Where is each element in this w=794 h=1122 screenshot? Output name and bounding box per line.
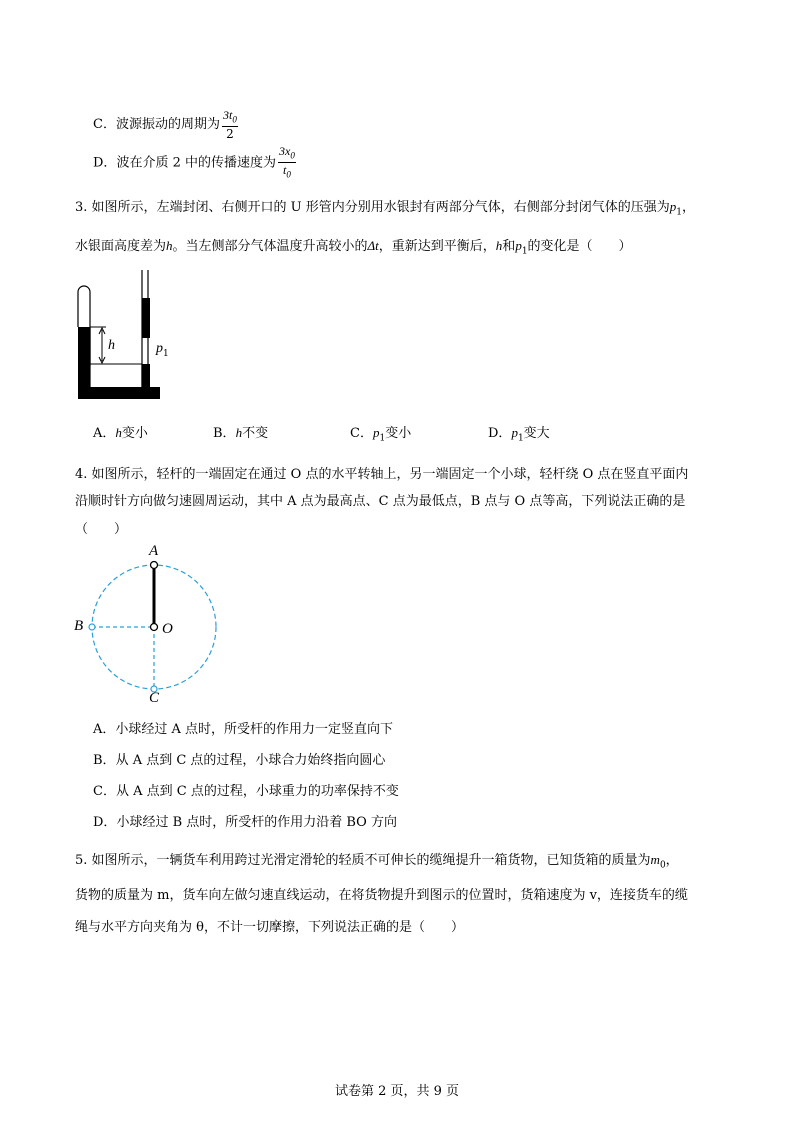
fig-p1-label	[156, 340, 169, 359]
q3-stem-line2	[75, 235, 632, 257]
mercury-right-upper	[142, 298, 150, 338]
q4-option-b	[93, 749, 385, 768]
var: p	[156, 341, 163, 356]
subscript: 1	[517, 433, 524, 444]
var: Δt	[367, 238, 379, 253]
page-footer: 试卷第 2 页，共 9 页	[334, 1084, 460, 1099]
q3-stem-line1	[75, 196, 695, 218]
fraction	[278, 144, 296, 182]
q3-option-d	[488, 422, 550, 444]
u-tube-figure	[70, 262, 190, 402]
var: p	[372, 425, 380, 440]
var: p	[669, 199, 677, 214]
option-label: D．	[488, 426, 512, 441]
subscript: 1	[676, 207, 682, 218]
q3-option-a	[93, 422, 148, 441]
point-b	[89, 624, 95, 630]
fig-label-a: A	[149, 543, 159, 559]
option-label: D．	[93, 815, 117, 830]
q3-option-b	[213, 422, 268, 441]
option-label: A．	[93, 722, 116, 737]
subscript: 0	[659, 860, 666, 871]
option-text: 小球经过 A 点时，所受杆的作用力一定竖直向下	[115, 722, 394, 737]
option-text: 从 A 点到 C 点的过程，小球合力始终指向圆心	[115, 753, 386, 768]
q4-option-c	[93, 780, 399, 799]
var: m	[650, 852, 660, 867]
subscript: 1	[163, 348, 169, 359]
option-label: C．	[350, 426, 373, 441]
stem-text: ，重新达到平衡后，	[378, 239, 496, 254]
option-text: 变小	[121, 426, 148, 441]
var: p	[511, 425, 518, 440]
option-text: 变大	[523, 426, 550, 441]
q4-stem-line3: （ ）	[75, 522, 128, 537]
option-label: B．	[213, 426, 236, 441]
subscript: 0	[290, 150, 295, 161]
fraction-denominator: 2	[226, 127, 234, 142]
fig-label-c: C	[149, 690, 160, 706]
fig-label-o: O	[162, 621, 173, 637]
stem-text: 和	[502, 239, 516, 254]
stem-text: 5. 如图所示，一辆货车利用跨过光滑定滑轮的轻质不可伸长的缆绳提升一箱货物，已知货箱的质量为	[75, 853, 651, 868]
option-label: C．	[93, 784, 116, 799]
stem-text: 的变化是（ ）	[527, 239, 632, 254]
stem-text: 水银面高度差为	[75, 239, 167, 254]
q5-stem-line1	[75, 849, 679, 871]
option-text: 小球经过 B 点时，所受杆的作用力沿着 BO 方向	[116, 815, 397, 830]
q5-stem-line3: 绳与水平方向夹角为 θ，不计一切摩擦，下列说法正确的是（ ）	[75, 920, 464, 935]
option-label: A．	[93, 426, 116, 441]
pivot-o	[151, 624, 158, 631]
circle-figure	[84, 556, 226, 698]
stem-text: 3. 如图所示，左端封闭、右侧开口的 U 形管内分别用水银封有两部分气体，右侧部分封闭气体的压强为	[75, 200, 670, 215]
fraction	[222, 108, 238, 141]
fig-h-label: h	[108, 338, 115, 353]
stem-text: ，	[682, 200, 696, 215]
subscript: 0	[286, 169, 291, 180]
stem-text: 。当左侧部分气体温度升高较小的	[172, 239, 368, 254]
q2-option-d	[93, 144, 296, 182]
ball-at-a	[151, 562, 158, 569]
q4-option-d	[93, 811, 397, 830]
stem-text: ，	[665, 853, 679, 868]
q2-option-c	[93, 108, 238, 141]
q4-stem-line1: 4. 如图所示，轻杆的一端固定在通过 O 点的水平转轴上，另一端固定一个小球，轻杆绕 O 点在竖直平面内	[75, 467, 689, 482]
var: h	[495, 238, 503, 253]
var: h	[235, 425, 243, 440]
q4-option-a	[93, 718, 393, 737]
var: h	[115, 425, 122, 440]
fraction-numerator: 3t	[222, 108, 233, 122]
option-text: 不变	[242, 426, 269, 441]
q4-stem-line2: 沿顺时针方向做匀速圆周运动，其中 A 点为最高点、C 点为最低点，B 点与 O 点等高，下列说法正确的是	[75, 494, 686, 509]
option-text: 波在介质 2 中的传播速度为	[116, 155, 276, 171]
fraction-denominator: t	[282, 163, 287, 178]
option-label: C．	[93, 117, 116, 133]
fraction-numerator: 3x	[278, 144, 291, 158]
option-label: D．	[93, 155, 117, 171]
q3-option-c	[350, 422, 411, 444]
option-text: 变小	[385, 426, 412, 441]
option-text: 从 A 点到 C 点的过程，小球重力的功率保持不变	[115, 784, 399, 799]
var: h	[166, 238, 173, 253]
option-text: 波源振动的周期为	[115, 117, 220, 133]
subscript: 1	[521, 246, 528, 257]
option-label: B．	[93, 753, 116, 768]
subscript: 0	[232, 114, 237, 125]
subscript: 1	[379, 433, 386, 444]
var: p	[515, 238, 522, 253]
fig-label-b: B	[74, 618, 84, 634]
mercury-right-lower	[142, 364, 150, 389]
q5-stem-line2: 货物的质量为 m，货车向左做匀速直线运动，在将货物提升到图示的位置时，货箱速度为 v，连接货车的缆	[75, 888, 688, 903]
